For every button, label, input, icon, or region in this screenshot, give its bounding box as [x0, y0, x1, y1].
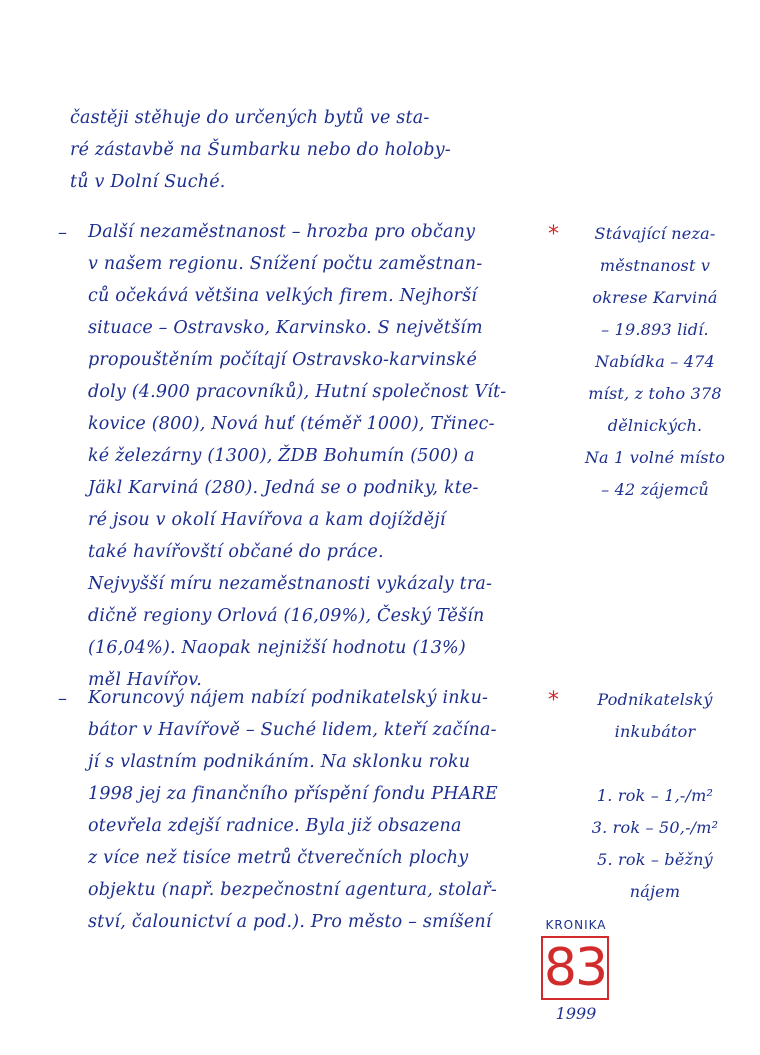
section1-line: dičně regiony Orlová (16,09%), Český Těšín — [88, 606, 485, 626]
section2-line: objektu (např. bezpečnostní agentura, stolař- — [88, 880, 498, 900]
section2-line: z více než tisíce metrů čtverečních plochy — [88, 848, 469, 868]
section1-line: kovice (800), Nová huť (téměř 1000), Třinec- — [88, 414, 495, 434]
section2-line: jí s vlastním podnikáním. Na sklonku roku — [88, 752, 471, 772]
section1-paragraph — [88, 216, 558, 696]
section2-line: Koruncový nájem nabízí podnikatelský inku- — [88, 688, 489, 708]
section2-line: ství, čalounictví a pod.). Pro město – smíšení — [88, 912, 492, 932]
section2-asterisk-icon: * — [548, 688, 559, 713]
margin-note-line: 3. rok – 50,-/m² — [591, 818, 719, 837]
margin-note-line: Na 1 volné místo — [584, 448, 726, 467]
section1-line: doly (4.900 pracovníků), Hutní společnost Vít- — [88, 382, 507, 402]
section2-line: 1998 jej za finančního příspění fondu PHARE — [88, 784, 498, 804]
page-number-stamp — [536, 918, 616, 1028]
section1-asterisk-icon: * — [548, 222, 559, 247]
section2-margin-note — [560, 684, 750, 908]
section2-dash: – — [58, 688, 67, 709]
margin-note-line: okrese Karviná — [592, 288, 718, 307]
margin-note-line: – 42 zájemců — [601, 480, 709, 499]
section1-line: Další nezaměstnanost – hrozba pro občany — [88, 222, 476, 242]
section1-line: (16,04%). Naopak nejnižší hodnotu (13%) — [88, 638, 466, 658]
section1-line: také havířovští občané do práce. — [88, 542, 384, 562]
intro-paragraph — [70, 102, 540, 198]
margin-note-line: inkubátor — [614, 722, 696, 741]
margin-note-line — [560, 748, 750, 780]
margin-note-line: – 19.893 lidí. — [601, 320, 709, 339]
section1-line: ců očekává většina velkých firem. Nejhorší — [88, 286, 478, 306]
section1-line: ré jsou v okolí Havířova a kam dojíždějí — [88, 510, 446, 530]
section1-line: situace – Ostravsko, Karvinsko. S největším — [88, 318, 483, 338]
page-number: 83 — [543, 938, 607, 998]
intro-line: tů v Dolní Suché. — [70, 172, 226, 192]
margin-note-line: Nabídka – 474 — [595, 352, 715, 371]
section1-line: propouštěním počítají Ostravsko-karvinské — [88, 350, 478, 370]
margin-note-line: Podnikatelský — [597, 690, 713, 709]
margin-note-line: 1. rok – 1,-/m² — [596, 786, 714, 805]
margin-note-line: míst, z toho 378 — [588, 384, 722, 403]
section1-margin-note — [560, 218, 750, 506]
section1-line: Jäkl Karviná (280). Jedná se o podniky, kte- — [88, 478, 479, 498]
margin-note-line: Stávající neza- — [594, 224, 716, 243]
intro-line: ré zástavbě na Šumbarku nebo do holoby- — [70, 140, 451, 160]
section2-line: bátor v Havířově – Suché lidem, kteří začína- — [88, 720, 497, 740]
section1-line: ké železárny (1300), ŽDB Bohumín (500) a — [88, 446, 475, 466]
section1-line: Nejvyšší míru nezaměstnanosti vykázaly tra- — [88, 574, 493, 594]
intro-line: častěji stěhuje do určených bytů ve sta- — [70, 108, 430, 128]
margin-note-line: nájem — [629, 882, 681, 901]
margin-note-line: 5. rok – běžný — [597, 850, 713, 869]
margin-note-line: městnanost v — [599, 256, 711, 275]
section1-line: v našem regionu. Snížení počtu zaměstnan- — [88, 254, 483, 274]
stamp-label: KRONIKA — [545, 918, 607, 932]
stamp-year: 1999 — [555, 1004, 597, 1023]
section2-paragraph — [88, 682, 558, 938]
section2-line: otevřela zdejší radnice. Byla již obsazena — [88, 816, 462, 836]
section1-line: měl Havířov. — [88, 670, 202, 690]
margin-note-line: dělnických. — [607, 416, 703, 435]
section1-dash: – — [58, 222, 67, 243]
